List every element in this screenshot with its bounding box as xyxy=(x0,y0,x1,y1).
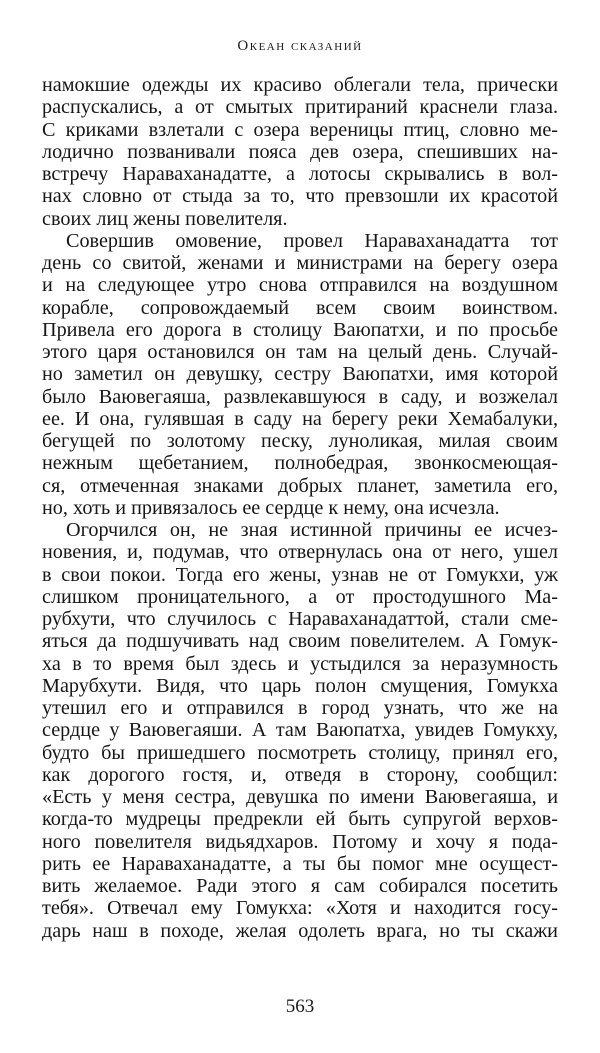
text-line: ха в то время был здесь и устыдился за неразумность xyxy=(42,652,558,675)
text-line: ее. И она, гулявшая в саду на берегу реки Хемабалуки, xyxy=(42,407,558,430)
text-line: слишком проницательного, а от простодушного Ма- xyxy=(42,585,558,608)
text-line: Совершив омовение, провел Нараваханадатта тот xyxy=(66,229,558,252)
text-line: своих лиц жены повелителя. xyxy=(42,207,288,230)
text-line: ся, отмеченная знаками добрых планет, заметила его, xyxy=(42,474,558,497)
text-line: встречу Нараваханадатте, а лотосы скрывались в вол- xyxy=(42,163,558,185)
text-line: намокшие одежды их красиво облегали тела, прически xyxy=(42,74,558,96)
text-line: распускались, а от смытых притираний краснели глаза. xyxy=(42,96,558,119)
text-line: корабле, сопровождаемый всем своим воинством. xyxy=(42,296,558,319)
text-line: сердце у Ваювегаяши. А там Ваюпатха, увидев Гомукху, xyxy=(42,719,558,742)
text-line: Огорчился он, не зная истинной причины ее исчез- xyxy=(66,519,558,541)
text-line: но, хоть и привязалось ее сердце к нему, она исчезла. xyxy=(42,496,500,519)
text-line: рубхути, что случилось с Нараваханадаттой, стали сме- xyxy=(42,608,558,630)
running-head: Океан сказаний xyxy=(237,38,363,54)
text-line: яться да подшучивать над своим повелителем. А Гомук- xyxy=(42,630,558,653)
text-line: Марубхути. Видя, что царь полон смущения, Гомукха xyxy=(42,674,558,697)
paragraph-2 xyxy=(42,230,558,519)
text-line: «Есть у меня сестра, девушка по имени Ваювегаяша, и xyxy=(42,786,558,808)
body-text xyxy=(42,74,558,942)
text-line: дарь наш в походе, желая одолеть врага, но ты скажи xyxy=(42,919,558,942)
text-line: в свои покои. Тогда его жены, узнав не от Гомукхи, уж xyxy=(42,563,558,586)
text-line: тебя». Отвечал ему Гомукха: «Хотя и находится госу- xyxy=(42,897,558,920)
text-line: С криками взлетали с озера вереницы птиц, словно ме- xyxy=(42,118,558,141)
text-line: как дорогого гостя, и, отведя в сторону, сообщил: xyxy=(42,763,558,786)
text-line: ного повелителя видьядхаров. Потому и хочу я пода- xyxy=(42,830,558,853)
text-line: будто бы пришедшего посмотреть столицу, принял его, xyxy=(42,741,558,764)
page-number: 563 xyxy=(285,996,315,1017)
text-line: но заметил он девушку, сестру Ваюпатхи, имя которой xyxy=(42,363,558,386)
paragraph-1 xyxy=(42,74,558,230)
text-line: Привела его дорога в столицу Ваюпатхи, и по просьбе xyxy=(42,318,558,341)
paragraph-3 xyxy=(42,519,558,942)
text-line: нежным щебетанием, полнобедрая, звонкосмеющая- xyxy=(42,452,558,475)
text-line: новения, и, подумав, что отвернулась она от него, ушел xyxy=(42,541,558,564)
text-line: день со свитой, женами и министрами на берегу озера xyxy=(42,252,558,274)
text-line: когда-то мудрецы предрекли ей быть супругой верхов- xyxy=(42,808,558,831)
text-line: лодично позванивали пояса дев озера, спешивших на- xyxy=(42,140,558,163)
text-line: этого царя остановился он там на целый день. Случай- xyxy=(42,341,558,363)
text-line: и на следующее утро снова отправился на воздушном xyxy=(42,274,558,297)
text-line: утешил его и отправился в город узнать, что же на xyxy=(42,697,558,719)
text-line: бегущей по золотому песку, луноликая, милая своим xyxy=(42,430,558,452)
text-line: вить желаемое. Ради этого я сам собирался посетить xyxy=(42,875,558,897)
text-line: было Ваювегаяша, развлекавшуюся в саду, и возжелал xyxy=(42,385,558,408)
text-line: нах словно от стыда за то, что превзошли их красотой xyxy=(42,185,558,208)
text-line: рить ее Нараваханадатте, а ты бы помог мне осущест- xyxy=(42,852,558,875)
